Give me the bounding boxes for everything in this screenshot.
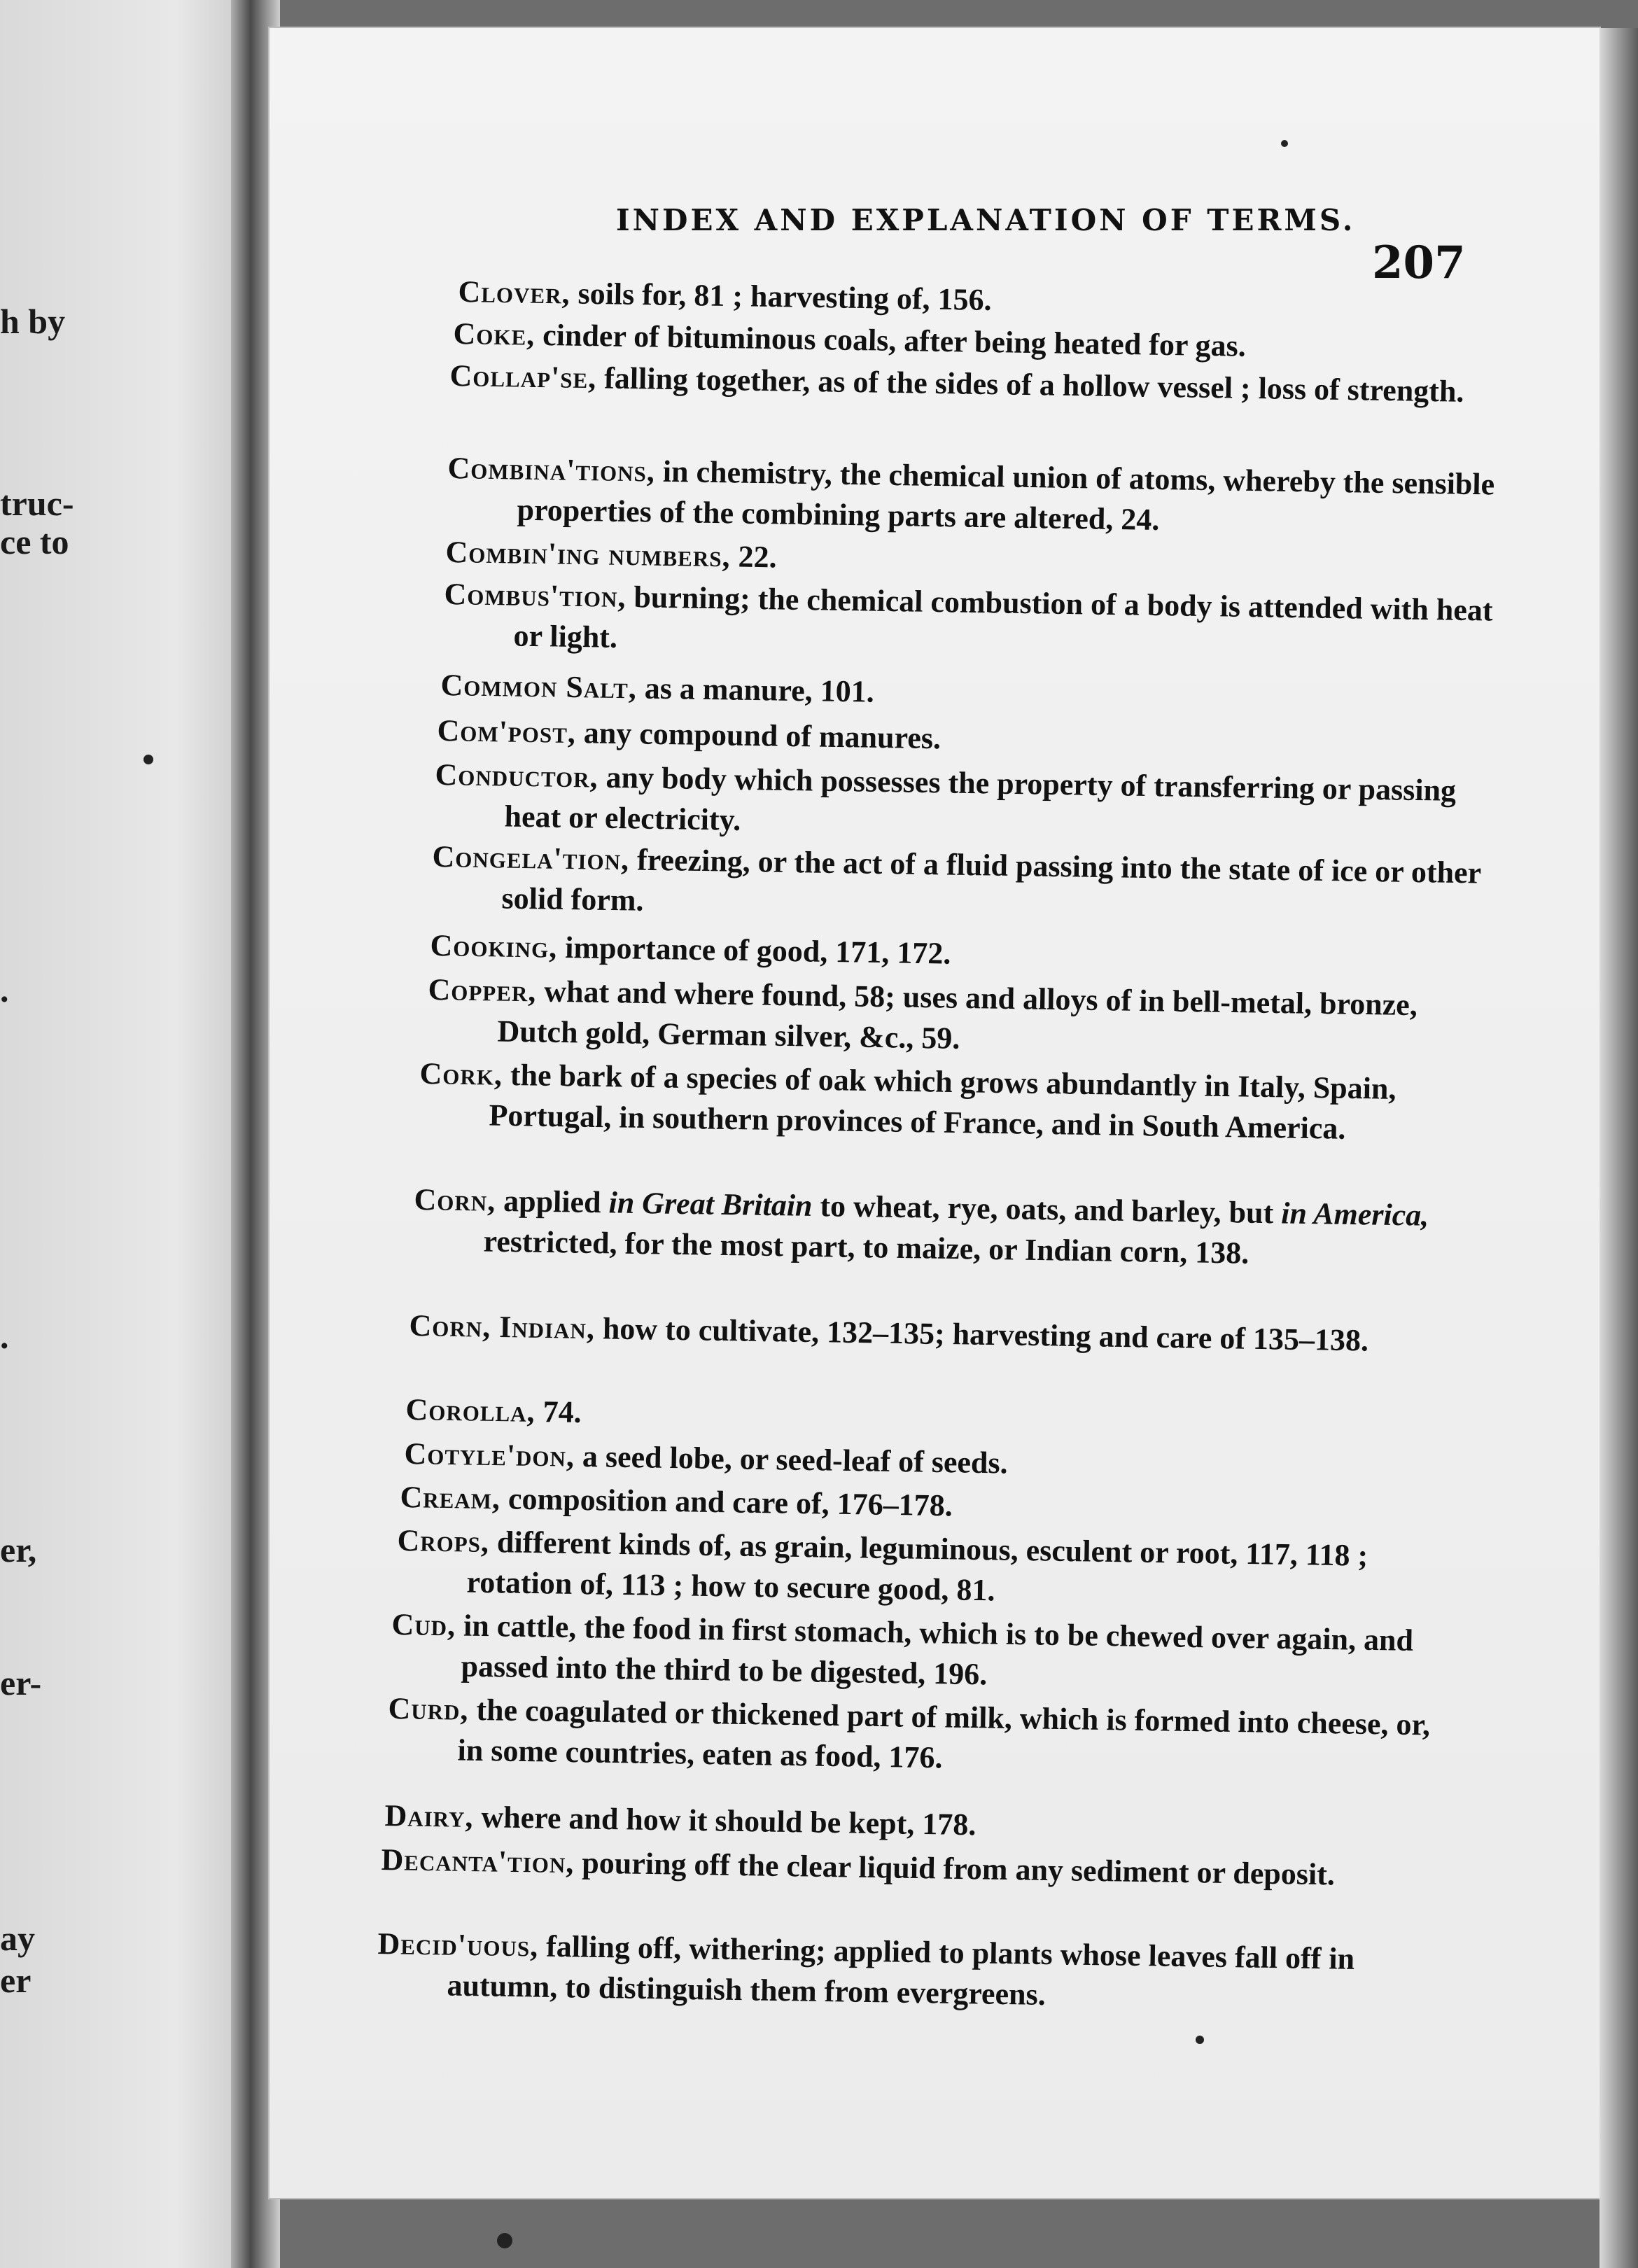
index-entry bbox=[419, 1054, 1470, 1152]
index-entry bbox=[427, 969, 1478, 1068]
entry-text: burning; the chemical combustion of a body is attended with heat or light. bbox=[513, 580, 1493, 654]
entry-text: a seed lobe, or seed-leaf of seeds. bbox=[574, 1438, 1009, 1480]
entry-term: Common Salt, bbox=[440, 667, 638, 706]
entry-term: Decanta'tion, bbox=[381, 1842, 575, 1880]
entry-term: Cud, bbox=[391, 1606, 456, 1643]
left-fragment: er, bbox=[0, 1530, 37, 1569]
left-fragment: . bbox=[0, 1317, 9, 1356]
index-entry bbox=[377, 1924, 1428, 2022]
entry-term: Cork, bbox=[419, 1056, 503, 1092]
index-entry bbox=[443, 574, 1494, 672]
left-fragment: ay bbox=[0, 1919, 35, 1958]
entry-term: Collap'se, bbox=[449, 358, 597, 396]
index-entry bbox=[447, 448, 1498, 546]
entry-text: composition and care of, 176–178. bbox=[500, 1481, 953, 1523]
page-number: 207 bbox=[1372, 237, 1466, 289]
left-facing-page bbox=[0, 0, 252, 2268]
left-fragment: ce to bbox=[0, 522, 69, 561]
entry-text: as a manure, 101. bbox=[636, 671, 875, 709]
index-entry bbox=[434, 755, 1485, 853]
entry-term: Crops, bbox=[397, 1522, 490, 1560]
entry-text: freezing, or the act of a fluid passing into the state of ice or other solid form. bbox=[501, 842, 1481, 918]
entry-italic: in Great Britain bbox=[608, 1185, 813, 1223]
entry-text: importance of good, 171, 172. bbox=[556, 930, 951, 971]
left-fragment: h by bbox=[0, 302, 66, 341]
entry-term: Corn, Indian, bbox=[409, 1308, 596, 1346]
entry-term: Combin'ing numbers, bbox=[445, 534, 731, 574]
specks bbox=[1281, 140, 1288, 147]
left-fragment: er- bbox=[0, 1663, 42, 1702]
entry-term: Coke, bbox=[453, 316, 536, 352]
entry-text: 22. bbox=[730, 539, 777, 575]
entry-text: soils for, 81 ; harvesting of, 156. bbox=[570, 276, 993, 317]
entry-term: Combina'tions, bbox=[447, 450, 656, 489]
left-fragment: . bbox=[0, 970, 9, 1009]
entry-text: any body which possesses the property of transferring or passing heat or electricity. bbox=[504, 760, 1457, 837]
left-fragment: truc- bbox=[0, 484, 74, 523]
entry-term: Com'post, bbox=[437, 713, 577, 750]
entry-text: cinder of bituminous coals, after being heated for gas. bbox=[534, 317, 1247, 363]
entry-text: falling together, as of the sides of a hollow vessel ; loss of strength. bbox=[596, 360, 1464, 409]
entry-text: where and how it should be kept, 178. bbox=[473, 1799, 976, 1842]
specks bbox=[1196, 2036, 1204, 2044]
entry-italic: in America, bbox=[1280, 1196, 1429, 1233]
entry-text: the coagulated or thickened part of milk, which is formed into cheese, or, in some countries, eaten as food, 176. bbox=[457, 1692, 1431, 1775]
entry-term: Combus'tion, bbox=[444, 576, 626, 615]
entry-term: Curd, bbox=[388, 1690, 469, 1727]
index-entry bbox=[387, 1688, 1438, 1786]
entry-term: Clover, bbox=[458, 274, 570, 311]
entry-term: Decid'uous, bbox=[377, 1926, 539, 1963]
entry-term: Corn, bbox=[414, 1182, 496, 1218]
specks bbox=[497, 2233, 512, 2248]
entry-text: how to cultivate, 132–135; harvesting and care of 135–138. bbox=[594, 1311, 1369, 1358]
entry-text: to wheat, rye, oats, and barley, but bbox=[812, 1188, 1282, 1231]
entry-text: pouring off the clear liquid from any sediment or deposit. bbox=[573, 1845, 1336, 1892]
specks bbox=[144, 755, 153, 764]
entry-term: Congela'tion, bbox=[432, 839, 630, 877]
entry-text: restricted, for the most part, to maize, or Indian corn, 138. bbox=[483, 1224, 1250, 1270]
index-entry bbox=[396, 1520, 1448, 1618]
index-entry bbox=[391, 1604, 1442, 1702]
entry-term: Cooking, bbox=[430, 927, 558, 965]
entry-term: Dairy, bbox=[384, 1798, 474, 1834]
index-entry bbox=[413, 1180, 1464, 1278]
entry-term: Corolla, bbox=[405, 1392, 536, 1429]
index-entry bbox=[431, 836, 1483, 934]
entry-text: the bark of a species of oak which grows abundantly in Italy, Spain, Portugal, in southern provinces of France, and in South America. bbox=[489, 1057, 1396, 1146]
entry-text: applied bbox=[495, 1183, 609, 1220]
entry-text: what and where found, 58; uses and alloys of in bell-metal, bronze, Dutch gold, German silver, &c., 59. bbox=[497, 974, 1418, 1056]
page-edge bbox=[1600, 28, 1638, 2268]
entry-text: in cattle, the food in first stomach, which is to be chewed over again, and passed into the third to be digested, 196. bbox=[455, 1608, 1414, 1692]
entry-text: falling off, withering; applied to plants whose leaves fall off in autumn, to distinguish them from evergreens. bbox=[447, 1928, 1355, 2012]
entry-term: Conductor, bbox=[435, 757, 598, 794]
left-fragment: er bbox=[0, 1961, 31, 2000]
running-head: INDEX AND EXPLANATION OF TERMS. bbox=[616, 203, 1356, 237]
entry-term: Copper, bbox=[428, 972, 537, 1009]
entry-term: Cotyle'don, bbox=[404, 1436, 575, 1474]
entry-text: any compound of manures. bbox=[575, 715, 941, 756]
entry-text: different kinds of, as grain, leguminous, esculent or root, 117, 118 ; rotation of, 113 ; how to secure good, 81. bbox=[466, 1525, 1368, 1608]
entry-text: 74. bbox=[535, 1394, 582, 1429]
entry-term: Cream, bbox=[400, 1479, 501, 1516]
entry-text: in chemistry, the chemical union of atoms, whereby the sensible properties of the combining parts are altered, 24. bbox=[517, 454, 1495, 537]
